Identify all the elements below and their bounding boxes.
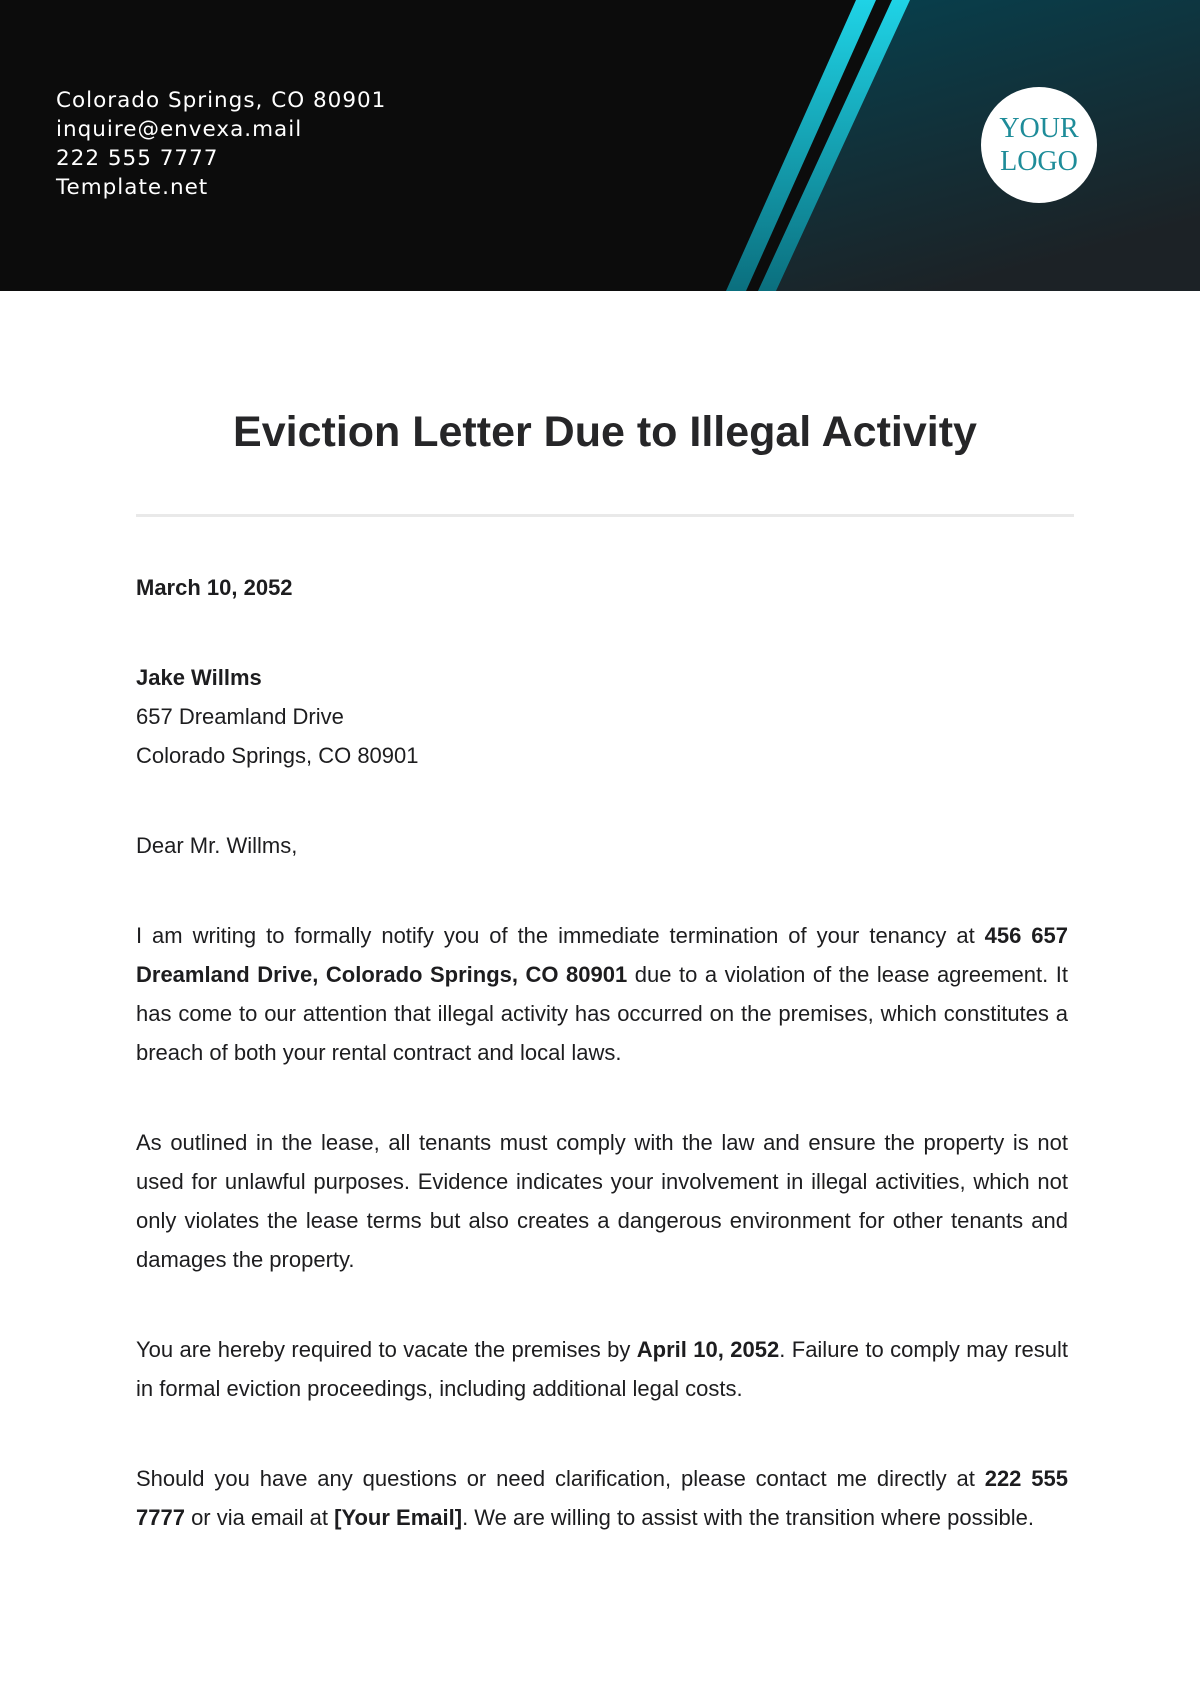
- contact-phone: 222 555 7777: [56, 146, 219, 171]
- paragraph-text: due to a violation of the lease agreement. It has come to our attention that illegal activity has occurred on the premises, which constitutes a breach of both your rental contract and local laws.: [136, 962, 1068, 1065]
- contact-website: Template.net: [56, 175, 209, 200]
- paragraph-lease-violation: As outlined in the lease, all tenants must comply with the law and ensure the property is not used for unlawful purposes. Evidence indicates your involvement in illegal activities, which not only violates the lease terms but also creates a dangerous environment for other tenants and damages the property.: [136, 1130, 1068, 1272]
- letterhead-banner: [0, 0, 1200, 291]
- logo-text-line2: LOGO: [1000, 146, 1078, 177]
- paragraph-termination-notice: [136, 916, 1068, 1072]
- paragraph-contact: [136, 1459, 1068, 1537]
- paragraph-text: . We are willing to assist with the transition where possible.: [462, 1505, 1034, 1530]
- recipient-name: Jake Willms: [136, 665, 262, 690]
- company-logo: [981, 87, 1097, 203]
- contact-email-placeholder: [Your Email]: [334, 1505, 463, 1530]
- logo-text-line1: YOUR: [999, 113, 1079, 144]
- document-title: Eviction Letter Due to Illegal Activity: [233, 408, 977, 456]
- recipient-address-line2: Colorado Springs, CO 80901: [136, 743, 419, 768]
- paragraph-vacate-deadline: [136, 1330, 1068, 1408]
- paragraph-text: or via email at: [184, 1505, 335, 1530]
- vacate-date: April 10, 2052: [636, 1337, 780, 1362]
- contact-phone-inline: 222 555 7777: [136, 1466, 1068, 1530]
- recipient-address-line1: 657 Dreamland Drive: [136, 704, 344, 729]
- paragraph-text: . Failure to comply may result in formal eviction proceedings, including additional legal costs.: [136, 1337, 1068, 1401]
- sender-contact-block: [56, 86, 386, 202]
- contact-address: Colorado Springs, CO 80901: [56, 88, 387, 113]
- paragraph-text: Should you have any questions or need clarification, please contact me directly at: [136, 1466, 985, 1491]
- title-divider: [136, 514, 1074, 517]
- salutation: Dear Mr. Willms,: [136, 833, 298, 858]
- property-address: 456 657 Dreamland Drive, Colorado Springs, CO 80901: [136, 923, 1068, 987]
- paragraph-text: I am writing to formally notify you of the immediate termination of your tenancy at: [136, 923, 985, 948]
- letter-date: March 10, 2052: [136, 575, 293, 600]
- recipient-block: [136, 658, 1068, 775]
- contact-email: inquire@envexa.mail: [56, 117, 303, 142]
- paragraph-text: You are hereby required to vacate the premises by: [136, 1337, 637, 1362]
- letter-body: [136, 568, 1068, 1588]
